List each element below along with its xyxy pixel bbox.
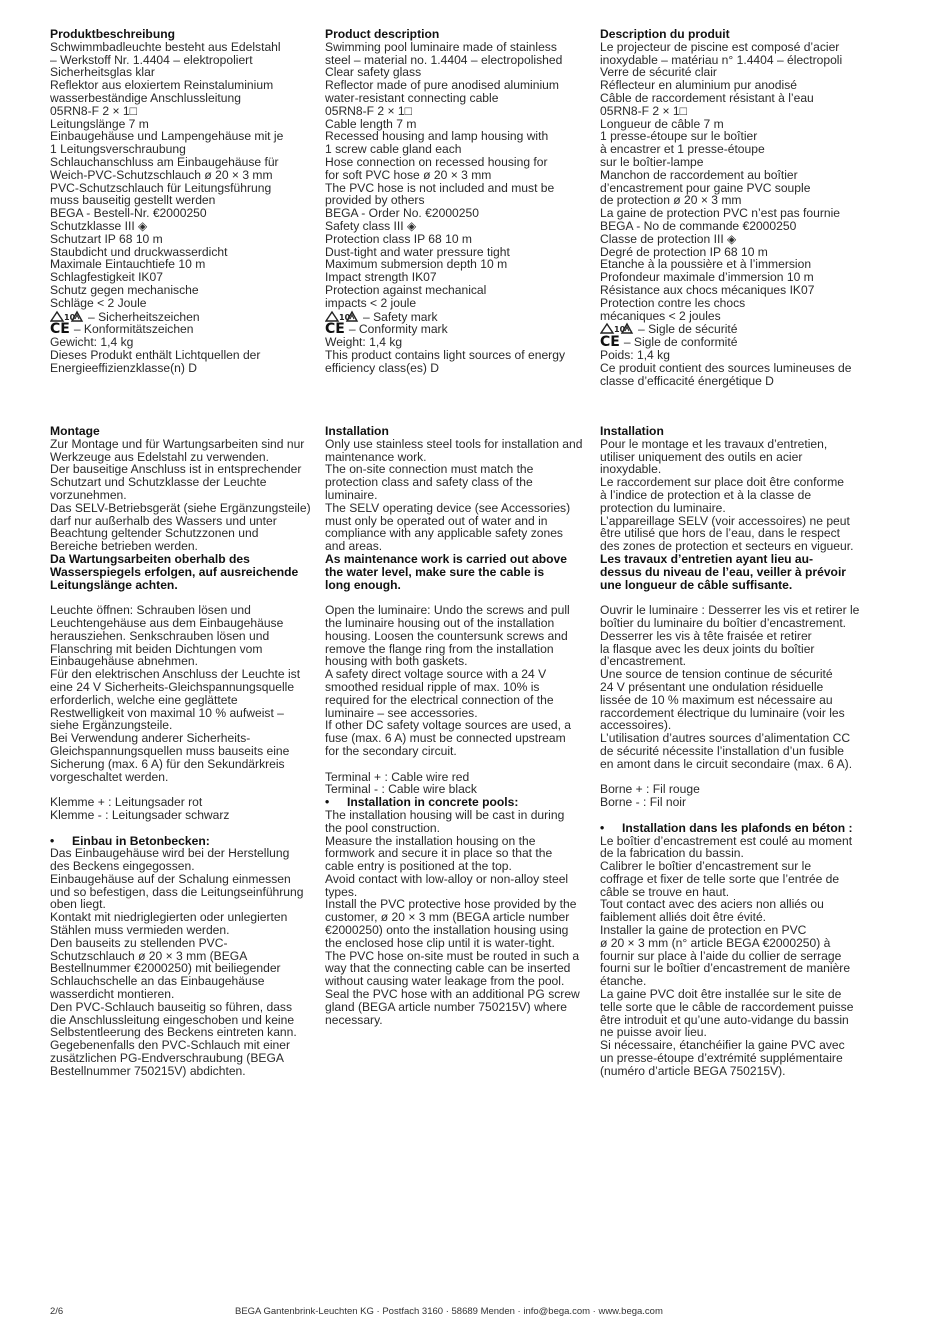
text-line: la flasque avec les deux joints du boîtier (600, 641, 815, 656)
text-line: Terminal + : Cable wire red (325, 769, 470, 784)
text-line: Verre de sécurité clair (600, 65, 717, 80)
text-line: Einbaugehäuse abnehmen. (50, 654, 198, 669)
text-line: housing with both gaskets. (325, 654, 468, 669)
concrete-heading: • Einbau in Betonbecken: (50, 833, 210, 848)
conformity-mark-label: – Sigle de conformité (623, 335, 738, 350)
ce-mark-icon: CE (600, 334, 620, 351)
svg-text:10: 10 (339, 312, 351, 322)
text-line: The on-site connection must match the (325, 462, 534, 477)
text-line: Borne + : Fil rouge (600, 782, 700, 797)
text-line: customer, ø 20 × 3 mm (BEGA article number (325, 910, 570, 925)
text-line: siehe Ergänzungsteile. (50, 718, 173, 733)
text-line: The PVC hose on-site must be routed in such a (325, 948, 580, 963)
energy-lines (325, 349, 591, 375)
text-line: 24 V présentant une ondulation résiduelle (600, 679, 824, 694)
text-line: for soft PVC hose ø 20 × 3 mm (325, 167, 492, 182)
text-line: cable entry is positioned at the top. (325, 859, 512, 874)
text-line: oben liegt. (50, 897, 106, 912)
text-line: Une source de tension continue de sécurité (600, 667, 833, 682)
text-line: Schlagfestigkeit IK07 (50, 270, 163, 285)
text-line: Câble de raccordement résistant à l’eau (600, 90, 814, 105)
ce-mark-icon: CE (50, 321, 70, 338)
text-line: d’encastrement. (600, 654, 687, 669)
text-line: the pool construction. (325, 820, 440, 835)
text-line: without causing water leakage from the pool. (325, 974, 565, 989)
text-line: Bei Verwendung anderer Sicherheits- (50, 731, 251, 746)
text-line: Maximum submersion depth 10 m (325, 257, 508, 272)
text-line: lissée de 10 % maximum est nécessaire au (600, 692, 833, 707)
text-line: steel – material no. 1.4404 – electropolished (325, 52, 563, 67)
text-line: the enclosed hose clip until it is water-tight. (325, 935, 555, 950)
text-line: coffrage et fixer de telle sorte que l’entrée de (600, 871, 840, 886)
text-line: de protection ø 20 × 3 mm (600, 193, 742, 208)
warning-lines (325, 553, 591, 591)
text-line: long enough. (325, 577, 401, 592)
text-line: Si nécessaire, étanchéifier la gaine PVC avec (600, 1038, 845, 1053)
text-line: BEGA - No de commande €2000250 (600, 218, 797, 233)
text-line: Schutzart und Schutzklasse der Leuchte (50, 475, 267, 490)
description-fr (600, 28, 866, 387)
text-line: fourni sur le boîtier d’encastrement de manière (600, 961, 851, 976)
text-line: the water level, make sure the cable is (325, 564, 545, 579)
text-line: BEGA - Bestell-Nr. €2000250 (50, 206, 207, 221)
text-line: und so befestigen, dass die Leitungseinführung (50, 884, 304, 899)
text-line: Réflecteur en aluminium pur anodisé (600, 78, 797, 93)
mount-lines (50, 438, 316, 553)
text-line: classe d’efficacité énergétique D (600, 373, 774, 388)
text-line: Protection against mechanical (325, 282, 487, 297)
text-line: darf nur außerhalb des Wassers und unter (50, 513, 277, 528)
text-line: 1 screw cable gland each (325, 142, 462, 157)
open-lines (600, 604, 866, 770)
desc-lines (50, 41, 316, 310)
text-line: luminaire – see accessories. (325, 705, 478, 720)
text-line: Dust-tight and water pressure tight (325, 244, 510, 259)
text-line: raccordement électrique du luminaire (voir les (600, 705, 845, 720)
desc-lines (600, 41, 866, 323)
text-line: wasserbeständige Anschlussleitung (50, 90, 241, 105)
concrete-lines (325, 809, 591, 1027)
mount-lines (600, 438, 866, 553)
energy-lines (600, 362, 866, 388)
text-line: formwork and secure it in place so that the (325, 846, 553, 861)
text-line: Swimming pool luminaire made of stainless (325, 39, 557, 54)
text-line: Terminal - : Cable wire black (325, 782, 477, 797)
text-line: Für den elektrischen Anschluss der Leuchte ist (50, 667, 301, 682)
bullet-icon: • (50, 833, 55, 848)
text-line: housing. Loosen the countersunk screws and (325, 628, 568, 643)
svg-text:10: 10 (64, 312, 76, 322)
text-line: erforderlich, welche eine geglättete (50, 692, 238, 707)
text-line: Reflektor aus eloxiertem Reinstaluminium (50, 78, 274, 93)
text-line: zusätzlichen PG-Endverschraubung (BEGA (50, 1051, 284, 1066)
text-line: Klemme - : Leitungsader schwarz (50, 807, 230, 822)
text-line: Ouvrir le luminaire : Desserrer les vis et retirer le (600, 603, 860, 618)
text-line: inoxydable. (600, 462, 662, 477)
text-line: A safety direct voltage source with a 24 V (325, 667, 547, 682)
text-line: provided by others (325, 193, 425, 208)
text-line: La gaine de protection PVC n’est pas fournie (600, 206, 841, 221)
text-line: way that the connecting cable can be inserted (325, 961, 571, 976)
open-lines (325, 604, 591, 758)
text-line: Le boîtier d’encastrement est coulé au moment (600, 833, 853, 848)
text-line: des zones de protection et secteurs en vigueur. (600, 539, 854, 554)
text-line: Safety class III ◈ (325, 218, 417, 233)
text-line: Leuchtengehäuse aus dem Einbaugehäuse (50, 615, 284, 630)
concrete-heading: • Installation in concrete pools: (325, 795, 519, 810)
text-line: Borne - : Fil noir (600, 795, 687, 810)
heading: Produktbeschreibung (50, 27, 175, 41)
text-line: être introduit et qu’une auto-vidange du bassin (600, 1012, 849, 1027)
open-lines (50, 604, 316, 783)
text-line: Restwelligkeit von maximal 10 % aufweist – (50, 705, 284, 720)
text-line: Calibrer le boîtier d’encastrement sur le (600, 859, 812, 874)
text-line: Degré de protection IP 68 10 m (600, 244, 768, 259)
text-line: Einbaugehäuse und Lampengehäuse mit je (50, 129, 284, 144)
text-line: The installation housing will be cast in during (325, 807, 565, 822)
text-line: Seal the PVC hose with an additional PG screw (325, 987, 580, 1002)
weight: Weight: 1,4 kg (325, 335, 403, 350)
text-line: maintenance work. (325, 449, 427, 464)
text-line: for the secondary circuit. (325, 743, 457, 758)
text-line: boîtier du luminaire du boîtier d’encastrement. (600, 615, 847, 630)
text-line: de la fabrication du bassin. (600, 846, 744, 861)
text-line: As maintenance work is carried out above (325, 551, 567, 566)
text-line: mécaniques < 2 joules (600, 308, 721, 323)
heading: Installation (325, 424, 389, 438)
text-line: Stählen muss vermieden werden. (50, 923, 230, 938)
text-line: compliance with any applicable safety zones (325, 526, 563, 541)
text-line: 1 Leitungsverschraubung (50, 142, 186, 157)
text-line: d’encastrement pour gaine PVC souple (600, 180, 811, 195)
text-line: Schutzklasse III ◈ (50, 218, 148, 233)
conformity-mark-label: – Konformitätszeichen (73, 322, 194, 337)
text-line: Selbstentleerung des Beckens eintreten kann. (50, 1025, 297, 1040)
text-line: Maximale Eintauchtiefe 10 m (50, 257, 206, 272)
concrete-lines (50, 847, 316, 1077)
text-line: – Werkstoff Nr. 1.4404 – elektropoliert (50, 52, 253, 67)
text-line: gland (BEGA article number 750215V) where (325, 999, 568, 1014)
text-line: fournir sur place à l’aide du collier de serrage (600, 948, 842, 963)
warning-lines (50, 553, 316, 591)
text-line: Wasserspiegels erfolgen, auf ausreichende (50, 564, 299, 579)
text-line: 05RN8-F 2 × 1□ (600, 103, 687, 118)
text-line: des Beckens eingegossen. (50, 859, 195, 874)
heading: Description du produit (600, 27, 730, 41)
terminal-lines (325, 771, 591, 797)
text-line: Profondeur maximale d’immersion 10 m (600, 270, 814, 285)
text-line: necessary. (325, 1012, 383, 1027)
text-line: Bestellnummer 750215V) abdichten. (50, 1063, 246, 1078)
text-line: Leitungslänge achten. (50, 577, 178, 592)
text-line: Schlauchschelle an das Einbaugehäuse (50, 974, 265, 989)
ce-mark-icon: CE (325, 321, 345, 338)
text-line: Measure the installation housing on the (325, 833, 536, 848)
company-address: BEGA Gantenbrink-Leuchten KG · Postfach 3160 · 58689 Menden · info@bega.com · www.bega.com (235, 1306, 663, 1317)
text-line: Schwimmbadleuchte besteht aus Edelstahl (50, 39, 281, 54)
text-line: faiblement alliés doit être évité. (600, 910, 767, 925)
text-line: This product contains light sources of energy (325, 347, 565, 362)
bullet-icon: • (600, 820, 605, 835)
text-line: Hose connection on recessed housing for (325, 154, 548, 169)
text-line: telle sorte que le câble de raccordement puisse (600, 999, 854, 1014)
text-line: Pour le montage et les travaux d’entretien, (600, 436, 828, 451)
text-line: luminaire. (325, 487, 378, 502)
text-line: Leuchte öffnen: Schrauben lösen und (50, 603, 251, 618)
text-line: Desserrer les vis à tête fraisée et retirer (600, 628, 812, 643)
text-line: Weich-PVC-Schutzschlauch ø 20 × 3 mm (50, 167, 273, 182)
text-line: de sécurité nécessite l’installation d’un fusible (600, 743, 845, 758)
text-line: Den bauseits zu stellenden PVC- (50, 935, 228, 950)
text-line: vorgeschaltet werden. (50, 769, 169, 784)
text-line: ø 20 × 3 mm (n° article BEGA €2000250) à (600, 935, 831, 950)
text-line: Staubdicht und druckwasserdicht (50, 244, 228, 259)
text-line: Zur Montage und für Wartungsarbeiten sind nur (50, 436, 305, 451)
text-line: Classe de protection III ◈ (600, 231, 737, 246)
text-line: Sicherung (max. 6 A) für den Sekundärkreis (50, 756, 285, 771)
text-line: 1 presse-étoupe sur le boîtier (600, 129, 758, 144)
text-line: smoothed residual ripple of max. 10% is (325, 679, 540, 694)
desc-lines (325, 41, 591, 310)
text-line: Klemme + : Leitungsader rot (50, 795, 203, 810)
text-line: L’appareillage SELV (voir accessoires) ne peut (600, 513, 850, 528)
text-line: Le projecteur de piscine est composé d’acier (600, 39, 840, 54)
text-line: Open the luminaire: Undo the screws and pull (325, 603, 570, 618)
text-line: Longueur de câble 7 m (600, 116, 724, 131)
text-line: Schutz gegen mechanische (50, 282, 199, 297)
text-line: à l’indice de protection et à la classe de (600, 487, 812, 502)
text-line: wasserdicht montieren. (50, 987, 175, 1002)
text-line: 05RN8-F 2 × 1□ (50, 103, 137, 118)
text-line: Dieses Produkt enthält Lichtquellen der (50, 347, 261, 362)
text-line: 05RN8-F 2 × 1□ (325, 103, 412, 118)
text-line: Den PVC-Schlauch bauseitig so führen, dass (50, 999, 293, 1014)
text-line: Schutzart IP 68 10 m (50, 231, 163, 246)
text-line: Protection contre les chocs (600, 295, 746, 310)
text-line: Les travaux d’entretien ayant lieu au- (600, 551, 814, 566)
text-line: Leitungslänge 7 m (50, 116, 149, 131)
text-line: fuse (max. 6 A) must be connected upstream (325, 731, 566, 746)
text-line: eine 24 V Sicherheits-Gleichspannungsquelle (50, 679, 295, 694)
text-line: types. (325, 884, 358, 899)
text-line: Sicherheitsglas klar (50, 65, 155, 80)
text-line: Only use stainless steel tools for installation and (325, 436, 583, 451)
text-line: L’utilisation d’autres sources d’alimentation CC (600, 731, 851, 746)
text-line: efficiency class(es) D (325, 360, 440, 375)
text-line: dessus du niveau de l’eau, veiller à prévoir (600, 564, 847, 579)
text-line: Schutzschlauch ø 20 × 3 mm (BEGA (50, 948, 248, 963)
text-line: Install the PVC protective hose provided by the (325, 897, 577, 912)
weight: Gewicht: 1,4 kg (50, 335, 134, 350)
text-line: utiliser uniquement des outils en acier (600, 449, 803, 464)
text-line: Beachtung geltender Schutzzonen und (50, 526, 259, 541)
text-line: Clear safety glass (325, 65, 422, 80)
text-line: Das Einbaugehäuse wird bei der Herstellung (50, 846, 290, 861)
text-line: Ce produit contient des sources lumineuses de (600, 360, 852, 375)
text-line: Manchon de raccordement au boîtier (600, 167, 798, 182)
text-line: protection du luminaire. (600, 500, 726, 515)
concrete-lines (600, 835, 866, 1078)
text-line: PVC-Schutzschlauch für Leitungsführung (50, 180, 272, 195)
text-line: Recessed housing and lamp housing with (325, 129, 549, 144)
heading: Product description (325, 27, 440, 41)
text-line: Avoid contact with low-alloy or non-alloy steel (325, 871, 569, 886)
text-line: remove the flange ring from the installation (325, 641, 554, 656)
text-line: Bereiche betrieben werden. (50, 539, 198, 554)
text-line: impacts < 2 joule (325, 295, 417, 310)
text-line: Da Wartungsarbeiten oberhalb des (50, 551, 250, 566)
conformity-mark-line (600, 336, 866, 349)
text-line: Impact strength IK07 (325, 270, 437, 285)
text-line: water-resistant connecting cable (325, 90, 499, 105)
text-line: Tout contact avec des aciers non alliés ou (600, 897, 824, 912)
text-line: muss bauseitig gestellt werden (50, 193, 216, 208)
text-line: ne puisse avoir lieu. (600, 1025, 707, 1040)
heading: Installation (600, 424, 664, 438)
text-line: (numéro d’article BEGA 750215V). (600, 1063, 786, 1078)
description-de (50, 28, 316, 375)
mounting-en (325, 425, 591, 1026)
text-line: Flanschring mit beiden Dichtungen vom (50, 641, 263, 656)
text-line: must only be operated out of water and in (325, 513, 548, 528)
svg-text:10: 10 (614, 325, 626, 335)
text-line: €2000250) onto the installation housing using (325, 923, 569, 938)
text-line: Schlauchanschluss am Einbaugehäuse für (50, 154, 279, 169)
text-line: required for the electrical connection of the (325, 692, 554, 707)
terminal-lines (600, 783, 866, 809)
text-line: un presse-étoupe d’extrémité supplémentaire (600, 1051, 843, 1066)
concrete-heading: • Installation dans les plafonds en béton : (600, 820, 853, 835)
text-line: Energieeffizienzklasse(n) D (50, 360, 197, 375)
text-line: une longueur de câble suffisante. (600, 577, 793, 592)
text-line: the luminaire housing out of the installation (325, 615, 555, 630)
safety-mark-label: – Sigle de sécurité (638, 322, 738, 337)
text-line: Kontakt mit niedriglegierten oder unlegierten (50, 910, 288, 925)
mounting-fr (600, 425, 866, 1078)
bullet-icon: • (325, 795, 330, 810)
text-line: La gaine PVC doit être installée sur le site de (600, 987, 842, 1002)
text-line: The SELV operating device (see Accessories) (325, 500, 571, 515)
text-line: protection class and safety class of the (325, 475, 533, 490)
text-line: être utilisé que hors de l’eau, dans le respect (600, 526, 841, 541)
text-line: à encastrer et 1 presse-étoupe (600, 142, 765, 157)
text-line: Schläge < 2 Joule (50, 295, 147, 310)
safety-mark-label: – Safety mark (363, 309, 438, 324)
mounting-de (50, 425, 316, 1078)
conformity-mark-label: – Conformity mark (348, 322, 448, 337)
text-line: and areas. (325, 539, 383, 554)
text-line: Werkzeuge aus Edelstahl zu verwenden. (50, 449, 269, 464)
text-line: Reflector made of pure anodised aluminium (325, 78, 559, 93)
text-line: Gegebenenfalls den PVC-Schlauch mit einer (50, 1038, 290, 1053)
text-line: Installer la gaine de protection en PVC (600, 923, 807, 938)
text-line: Der bauseitige Anschluss ist in entsprechender (50, 462, 302, 477)
warning-lines (600, 553, 866, 591)
text-line: vorzunehmen. (50, 487, 127, 502)
heading: Montage (50, 424, 100, 438)
text-line: Le raccordement sur place doit être conforme (600, 475, 845, 490)
text-line: inoxydable – matériau n° 1.4404 – électropoli (600, 52, 843, 67)
text-line: BEGA - Order No. €2000250 (325, 206, 479, 221)
text-line: Protection class IP 68 10 m (325, 231, 472, 246)
text-line: Das SELV-Betriebsgerät (siehe Ergänzungsteile) (50, 500, 311, 515)
text-line: étanche. (600, 974, 647, 989)
text-line: Etanche à la poussière et à l’immersion (600, 257, 812, 272)
safety-mark-label: – Sicherheitszeichen (88, 309, 200, 324)
text-line: Résistance aux chocs mécaniques IK07 (600, 282, 815, 297)
description-en (325, 28, 591, 375)
text-line: Cable length 7 m (325, 116, 417, 131)
text-line: en amont dans le circuit secondaire (max. 6 A). (600, 756, 853, 771)
text-line: If other DC safety voltage sources are used, a (325, 718, 572, 733)
text-line: Gleichspannungsquellen muss bauseits eine (50, 743, 290, 758)
text-line: accessoires). (600, 718, 672, 733)
mount-lines (325, 438, 591, 553)
text-line: Bestellnummer €2000250) mit beiliegender (50, 961, 281, 976)
text-line: sur le boîtier-lampe (600, 154, 704, 169)
text-line: The PVC hose is not included and must be (325, 180, 555, 195)
text-line: câble se trouve en haut. (600, 884, 730, 899)
page-number: 2/6 (50, 1306, 64, 1317)
text-line: herausziehen. Senkschrauben lösen und (50, 628, 270, 643)
energy-lines (50, 349, 316, 375)
text-line: die Anschlussleitung eingeschoben und keine (50, 1012, 295, 1027)
weight: Poids: 1,4 kg (600, 347, 670, 362)
text-line: Einbaugehäuse auf der Schalung einmessen (50, 871, 291, 886)
terminal-lines (50, 796, 316, 822)
